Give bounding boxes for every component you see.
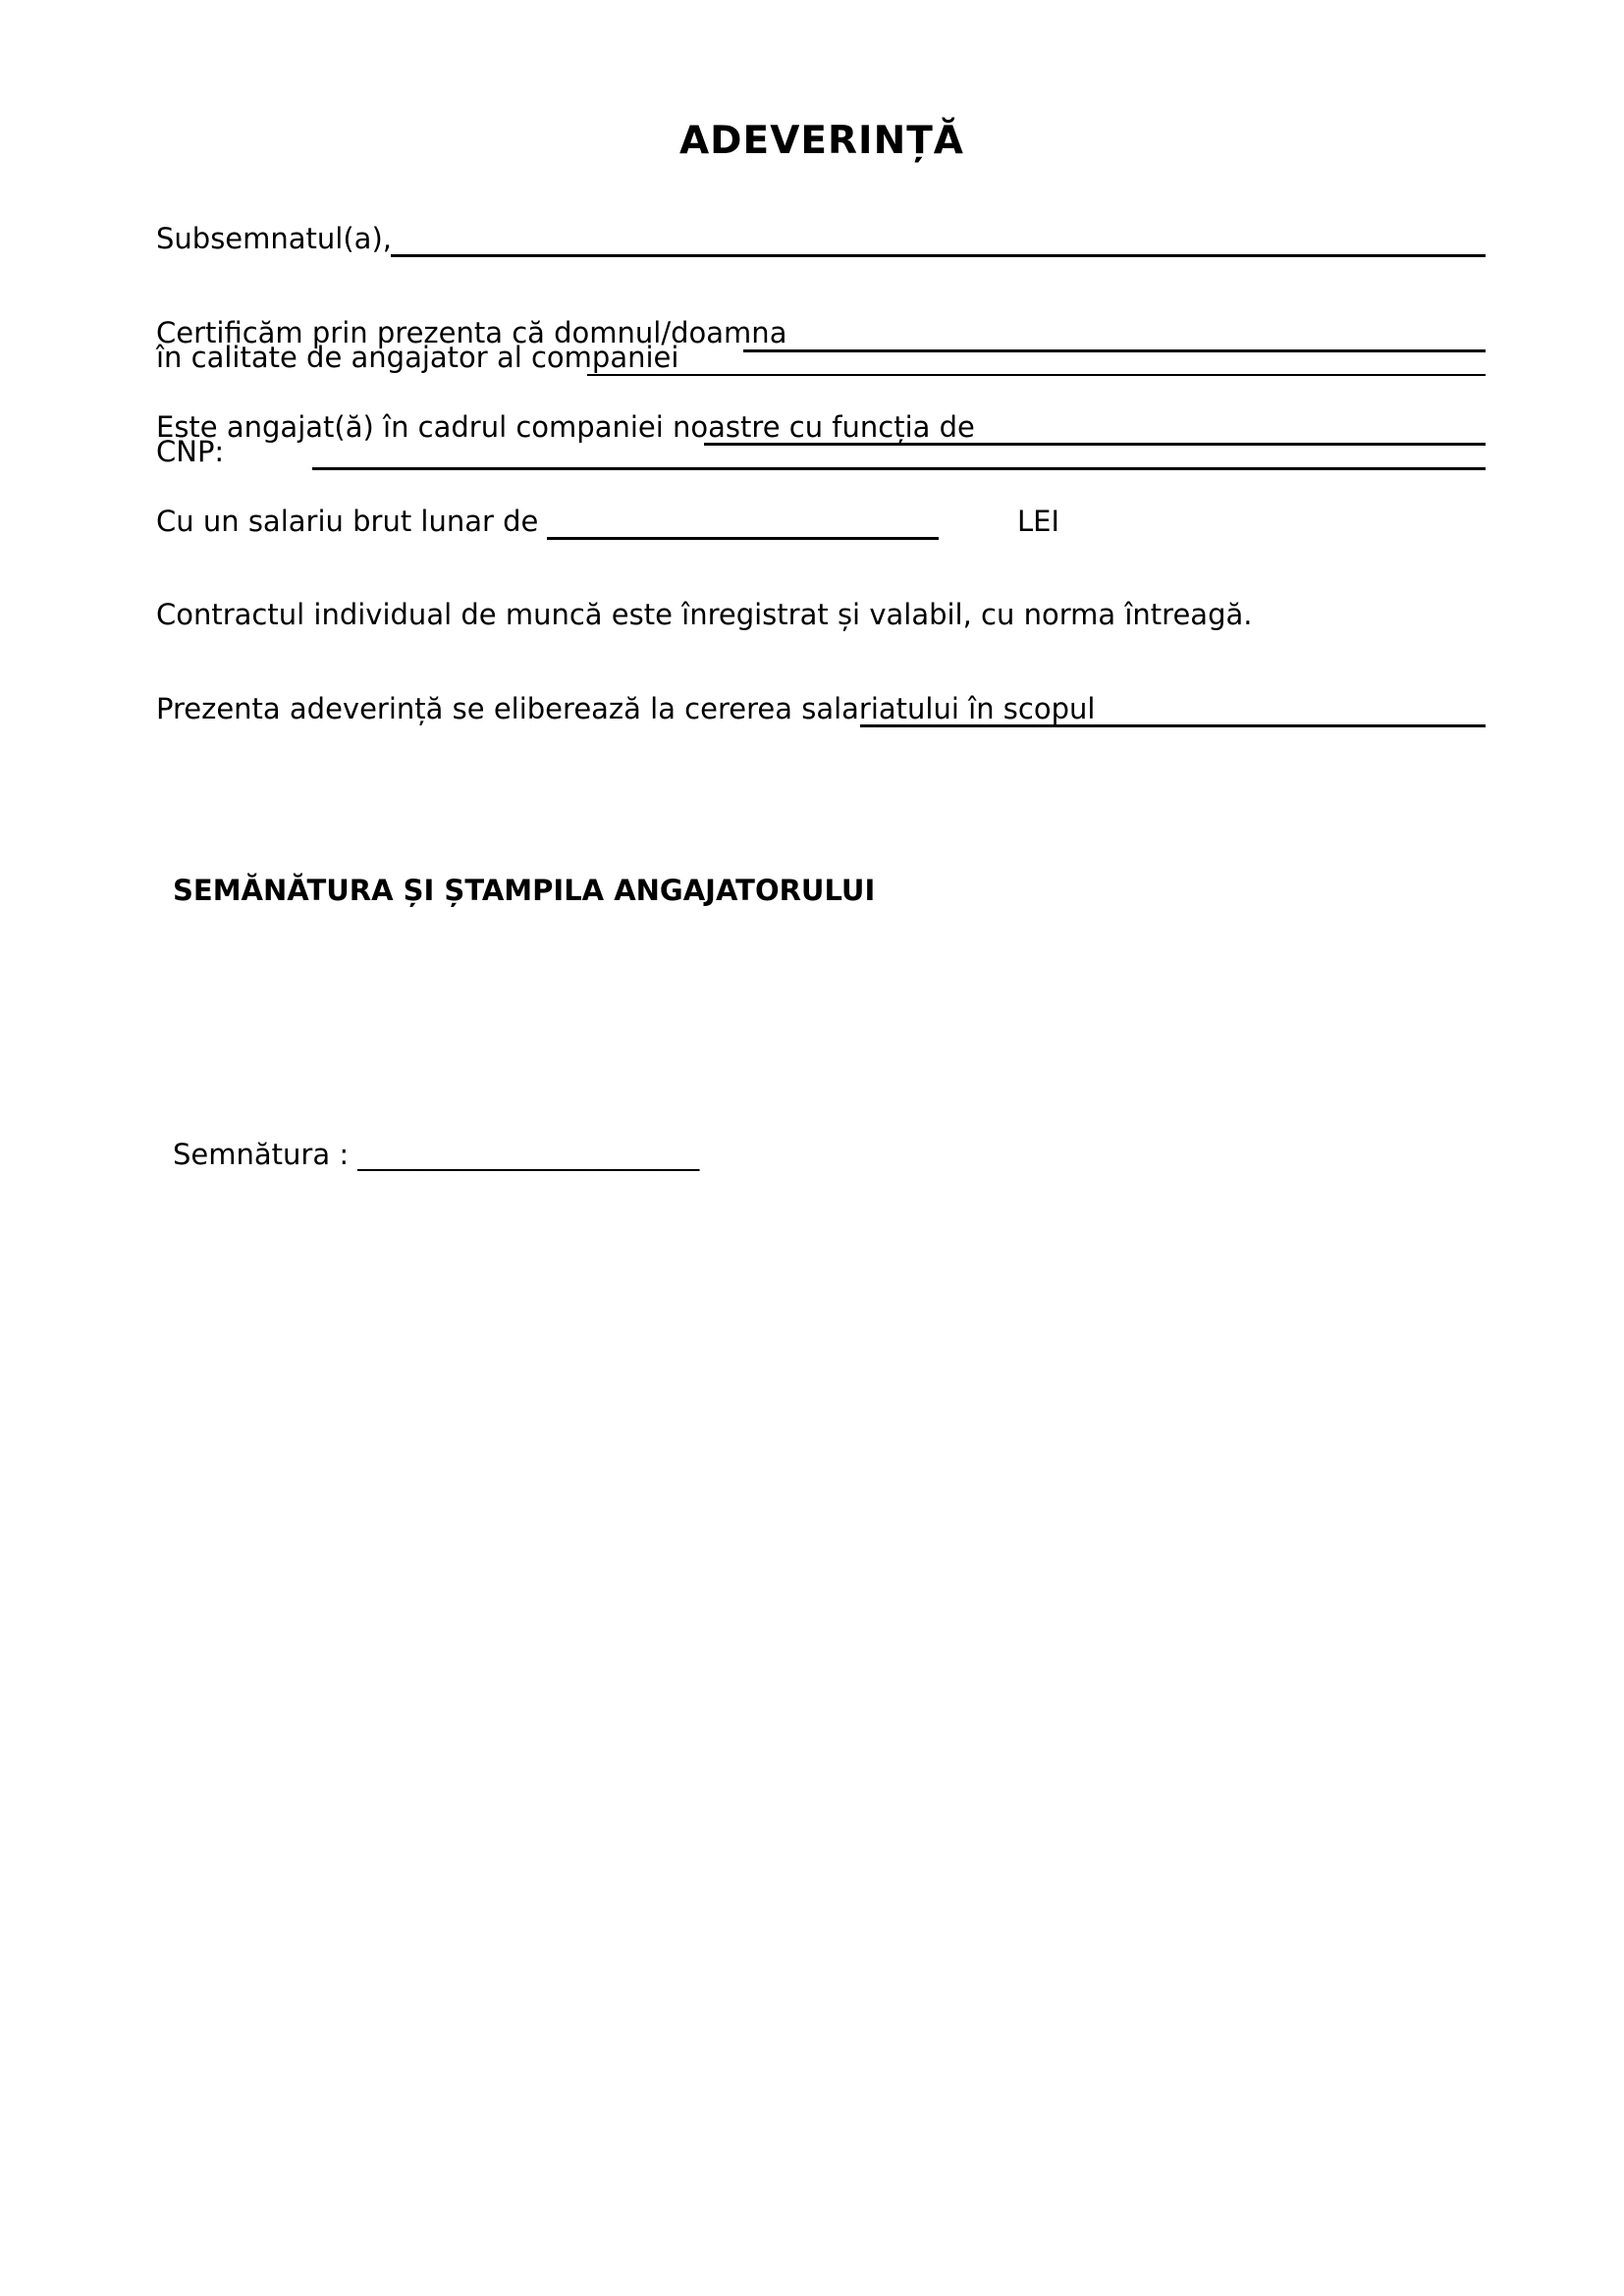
salariu-unit: LEI [1017, 505, 1060, 538]
contract-text: Contractul individual de muncă este înregistrat și valabil, cu norma întreagă. [156, 598, 1253, 631]
functie-label: Este angajat(ă) în cadrul companiei noastre cu funcția de [156, 410, 975, 444]
signature-heading: SEMĂNĂTURA ȘI ȘTAMPILA ANGAJATORULUI [173, 874, 876, 907]
salariu-label: Cu un salariu brut lunar de [156, 505, 539, 538]
cnp-label: CNP: [156, 435, 225, 468]
angajator-blank-line [587, 374, 1486, 376]
document-title: ADEVERINȚĂ [679, 119, 964, 163]
certificam-label: Certificăm prin prezenta că domnul/doamna [156, 316, 787, 349]
functie-blank-line [704, 443, 1486, 446]
scop-blank-line [860, 724, 1486, 727]
salariu-blank-line [547, 537, 939, 540]
cnp-blank-line [312, 467, 1486, 470]
subsemnatul-blank-line [391, 254, 1486, 257]
certificam-blank-line [743, 349, 1486, 352]
angajator-label: în calitate de angajator al companiei [156, 341, 679, 374]
scop-label: Prezenta adeverință se eliberează la cererea salariatului în scopul [156, 692, 1096, 725]
subsemnatul-label: Subsemnatul(a), [156, 222, 392, 255]
signature-label: Semnătura : ________________________ [173, 1138, 700, 1171]
